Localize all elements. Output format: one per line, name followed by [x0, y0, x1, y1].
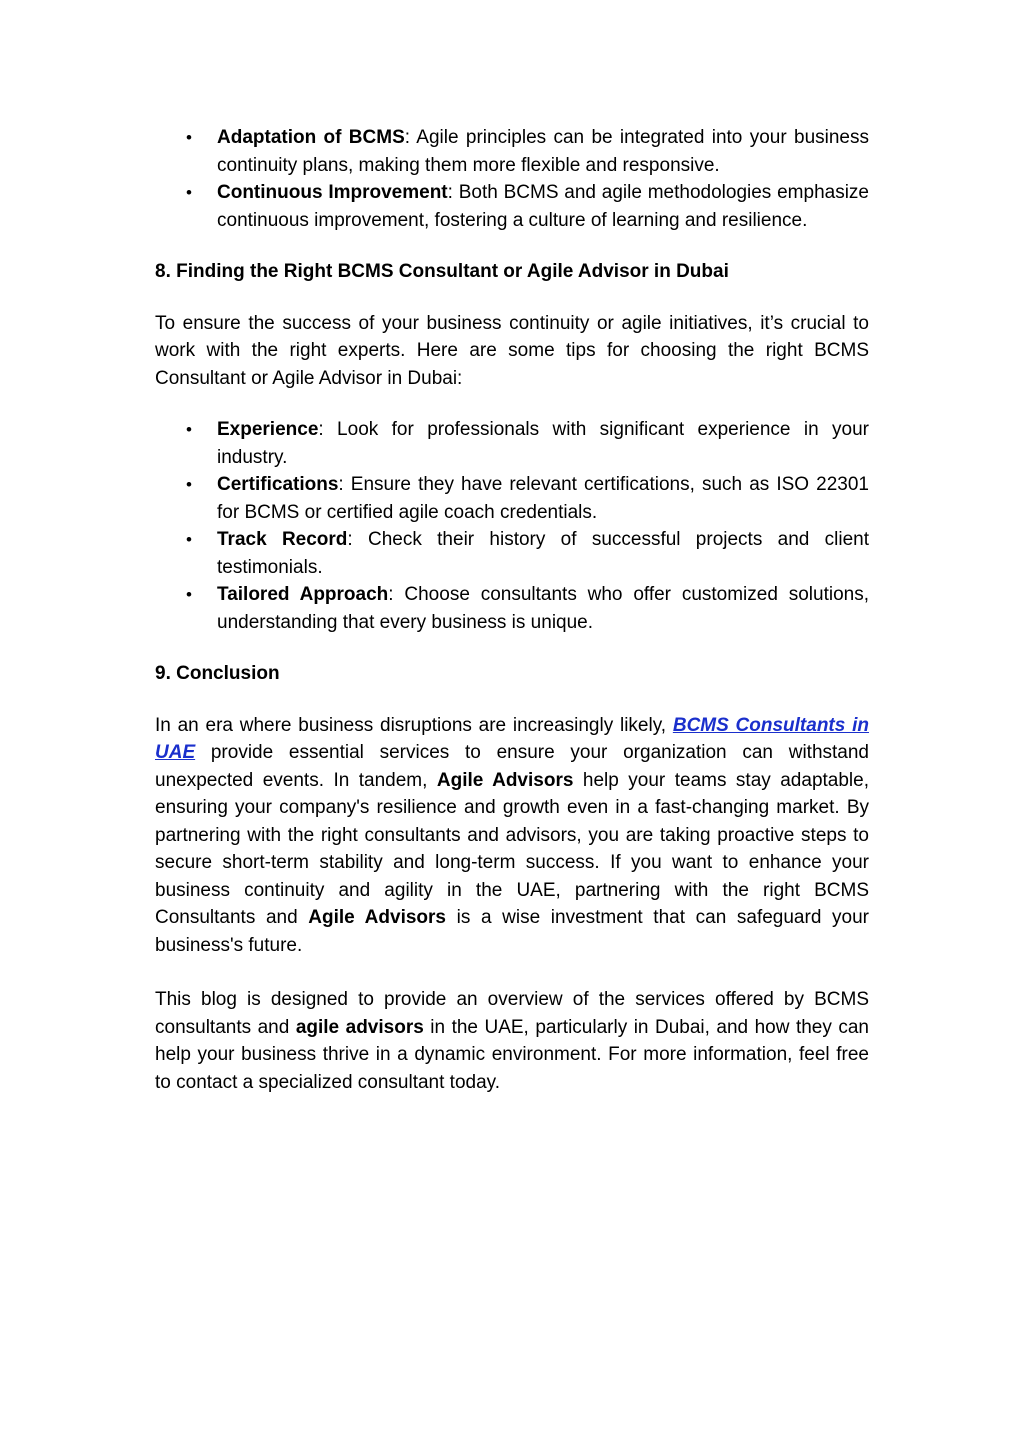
bullet-icon: •: [186, 420, 192, 439]
conclusion-text-4: is a wise investment that can safeguard your business's future.: [155, 907, 869, 956]
list-item-text: : Ensure they have relevant certifications, such as ISO 22301 for BCMS or certified agile coach credentials.: [217, 474, 869, 523]
list-item-text: : Agile principles can be integrated into your business continuity plans, making them more flexible and responsive.: [217, 127, 869, 176]
bullet-list-bcms-agile: [155, 124, 869, 234]
list-item-text: : Check their history of successful projects and client testimonials.: [217, 529, 869, 578]
bullet-list-tips: [155, 416, 869, 636]
list-item-term: Experience: [217, 419, 319, 440]
list-item-text: : Choose consultants who offer customized solutions, understanding that every business is unique.: [217, 584, 869, 633]
list-item-term: Tailored Approach: [217, 584, 389, 605]
list-item: [155, 179, 869, 234]
document-page: [155, 124, 869, 1096]
bullet-icon: •: [186, 585, 192, 604]
bullet-icon: •: [186, 530, 192, 549]
list-item-term: Certifications: [217, 474, 339, 495]
list-item: [155, 471, 869, 526]
agile-advisors-bold-lower: agile advisors: [295, 1016, 424, 1038]
list-item-text: : Look for professionals with significant experience in your industry.: [217, 419, 869, 468]
conclusion-text-3: help your teams stay adaptable, ensuring your company's resilience and growth even in a fast-changing market. By partnering with the right consultants and advisors, you are taking proactive steps to secure short-term stability and long-term success. If you want to enhance your business continuity and agility in the UAE, partnering with the right BCMS Consultants and: [155, 769, 869, 928]
bcms-consultants-uae-link[interactable]: BCMS Consultants in UAE: [155, 714, 869, 763]
conclusion-text-2: provide essential services to ensure your organization can withstand unexpected events. In tandem,: [155, 742, 869, 791]
list-item-term: Continuous Improvement: [217, 182, 448, 203]
bullet-icon: •: [186, 183, 192, 202]
list-item-text: : Both BCMS and agile methodologies emphasize continuous improvement, fostering a culture of learning and resilience.: [217, 182, 869, 231]
list-item: [155, 416, 869, 471]
conclusion-paragraph: [155, 712, 869, 960]
section-8-intro: To ensure the success of your business continuity or agile initiatives, it’s crucial to work with the right experts. Here are some tips for choosing the right BCMS Consultant or Agile Advisor in Dubai:: [155, 312, 869, 389]
list-item: [155, 124, 869, 179]
list-item: [155, 581, 869, 636]
bullet-icon: •: [186, 128, 192, 147]
closing-paragraph: [155, 986, 869, 1096]
bullet-icon: •: [186, 475, 192, 494]
agile-advisors-bold: Agile Advisors: [436, 769, 574, 791]
closing-text-1: This blog is designed to provide an overview of the services offered by BCMS consultants and: [155, 989, 869, 1038]
list-item-term: Adaptation of BCMS: [217, 127, 405, 148]
closing-text-2: in the UAE, particularly in Dubai, and how they can help your business thrive in a dynamic environment. For more information, feel free to contact a specialized consultant today.: [155, 1016, 870, 1093]
section-9-heading: 9. Conclusion: [155, 663, 280, 684]
conclusion-text-1: In an era where business disruptions are increasingly likely,: [155, 714, 673, 736]
section-8-heading: 8. Finding the Right BCMS Consultant or Agile Advisor in Dubai: [155, 261, 729, 282]
agile-advisors-bold: Agile Advisors: [308, 907, 446, 928]
list-item: [155, 526, 869, 581]
list-item-term: Track Record: [217, 529, 348, 550]
